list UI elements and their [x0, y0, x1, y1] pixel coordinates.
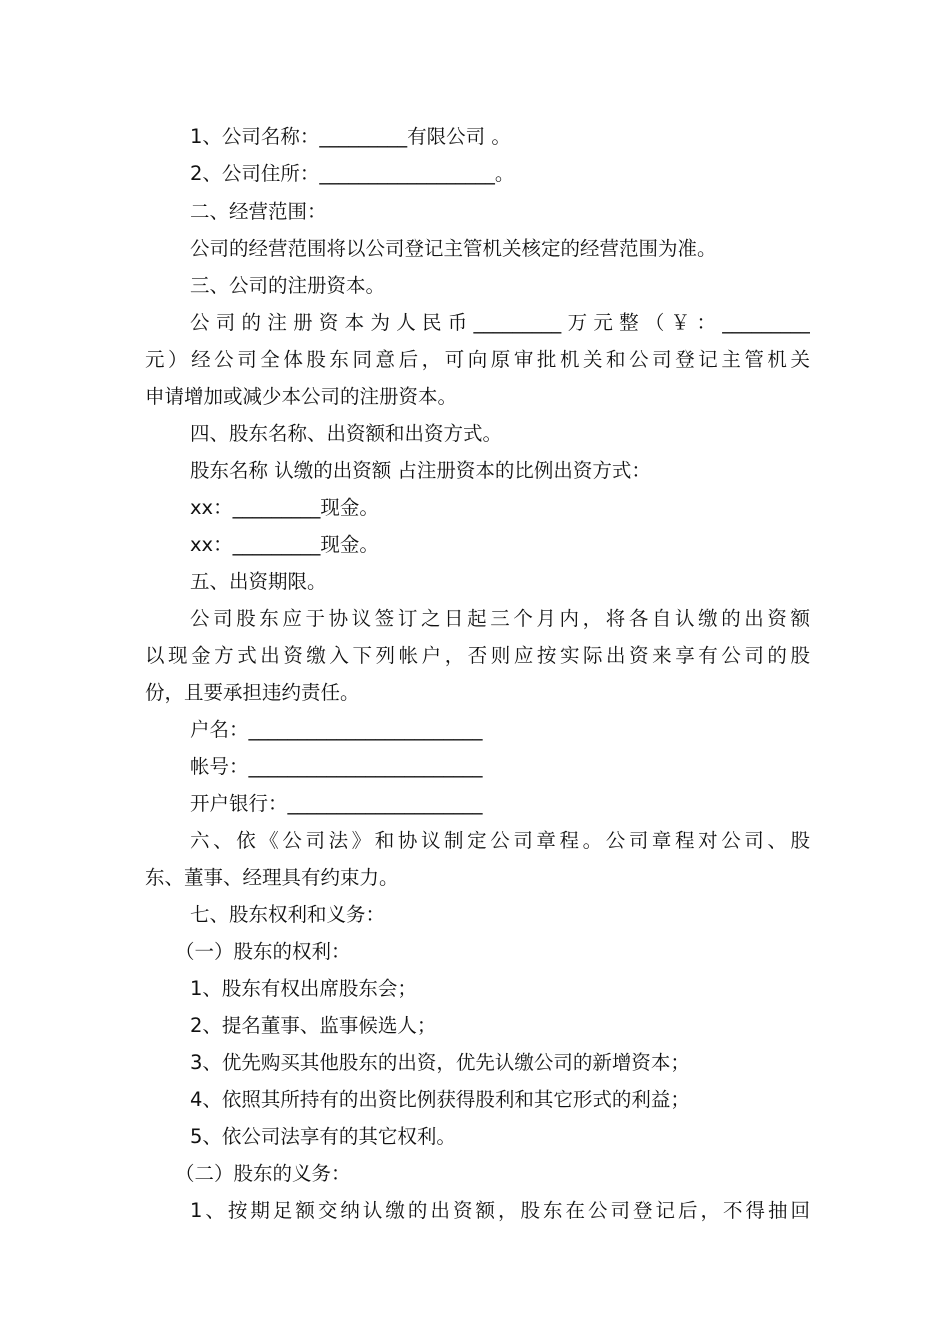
shareholder-row-2: xx：_________现金。 [190, 533, 379, 556]
registered-capital-paragraph-line-1: 公司的注册资本为人民币_________万元整（￥：_________ [190, 311, 810, 334]
shareholder-row-1: xx：_________现金。 [190, 496, 379, 519]
account-name-line: 户名：________________________ [190, 718, 483, 741]
registered-capital-paragraph-line-3: 申请增加或减少本公司的注册资本。 [145, 385, 458, 408]
contribution-period-paragraph-line-3: 份，且要承担违约责任。 [145, 681, 360, 704]
section-contribution-period-heading: 五、出资期限。 [190, 570, 327, 593]
bank-name-line: 开户银行：____________________ [190, 792, 483, 815]
rights-item-2: 2、提名董事、监事候选人； [190, 1014, 437, 1037]
account-number-line: 帐号：________________________ [190, 755, 483, 778]
registered-capital-paragraph-line-2: 元）经公司全体股东同意后，可向原审批机关和公司登记主管机关 [145, 348, 810, 371]
rights-item-3: 3、优先购买其他股东的出资，优先认缴公司的新增资本； [190, 1051, 690, 1074]
company-address-line: 2、公司住所：__________________。 [190, 162, 515, 185]
section-shareholders-heading: 四、股东名称、出资额和出资方式。 [190, 422, 503, 445]
shareholders-table-header: 股东名称 认缴的出资额 占注册资本的比例出资方式： [190, 459, 651, 482]
contribution-period-paragraph-line-2: 以现金方式出资缴入下列帐户，否则应按实际出资来享有公司的股 [145, 644, 810, 667]
company-name-line: 1、公司名称：_________有限公司 。 [190, 125, 511, 148]
rights-item-1: 1、股东有权出席股东会； [190, 977, 417, 1000]
contribution-period-paragraph-line-1: 公司股东应于协议签订之日起三个月内，将各自认缴的出资额 [190, 607, 810, 630]
section-rights-obligations-heading: 七、股东权利和义务： [190, 903, 386, 926]
section-registered-capital-heading: 三、公司的注册资本。 [190, 274, 386, 297]
rights-item-5: 5、依公司法享有的其它权利。 [190, 1125, 456, 1148]
section-business-scope-heading: 二、经营范围： [190, 200, 327, 223]
obligations-subheading: （二）股东的义务： [175, 1162, 351, 1185]
obligations-item-1: 1、按期足额交纳认缴的出资额，股东在公司登记后，不得抽回 [190, 1199, 810, 1222]
articles-paragraph-line-2: 东、董事、经理具有约束力。 [145, 866, 399, 889]
articles-paragraph-line-1: 六、依《公司法》和协议制定公司章程。公司章程对公司、股 [190, 829, 810, 852]
business-scope-text: 公司的经营范围将以公司登记主管机关核定的经营范围为准。 [190, 237, 717, 260]
rights-subheading: （一）股东的权利： [175, 940, 351, 963]
rights-item-4: 4、依照其所持有的出资比例获得股利和其它形式的利益； [190, 1088, 690, 1111]
